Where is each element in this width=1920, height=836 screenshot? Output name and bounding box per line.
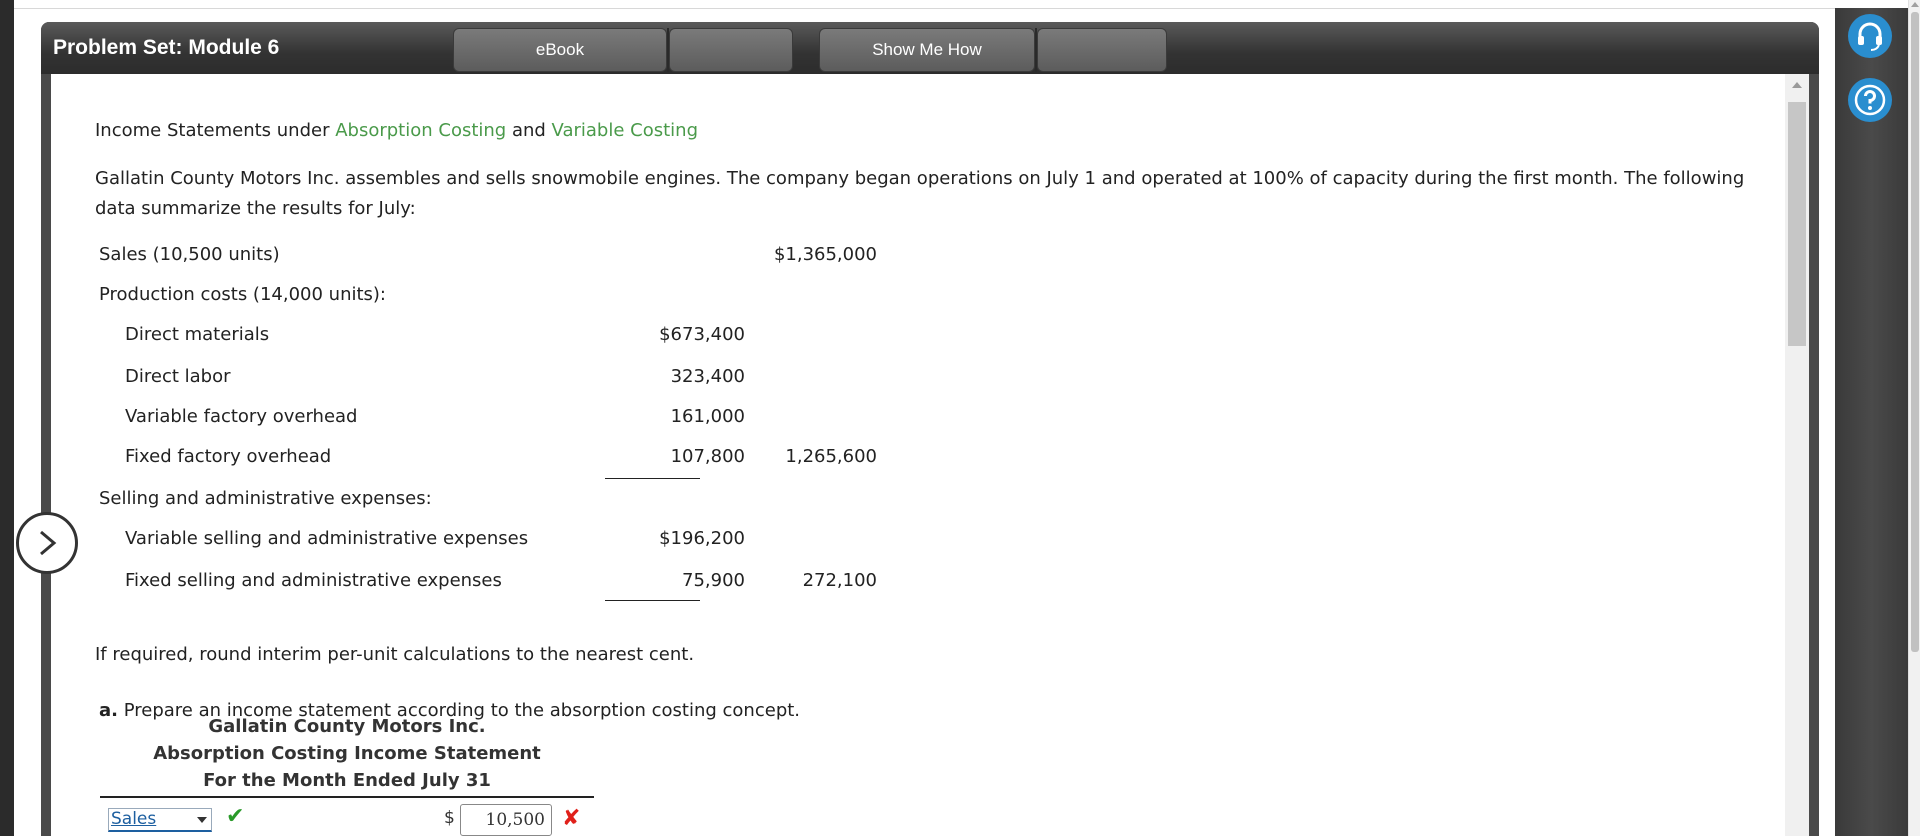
row-label-sales: Sales (10,500 units) xyxy=(99,244,280,265)
show-me-how-label: Show Me How xyxy=(872,40,982,59)
rounding-note: If required, round interim per-unit calculations to the nearest cent. xyxy=(95,644,695,665)
question-mark-glyph-icon xyxy=(1853,83,1887,117)
statement-header-rule xyxy=(100,796,594,798)
page-scrollbar[interactable] xyxy=(1908,0,1920,836)
heading-text: and xyxy=(506,120,552,141)
row-value-variable-selling-admin: $196,200 xyxy=(659,528,745,549)
row-value-fixed-selling-admin: 75,900 xyxy=(682,570,745,591)
problem-set-title: Problem Set: Module 6 xyxy=(53,36,280,59)
help-question-icon[interactable] xyxy=(1848,78,1892,122)
part-a-letter: a. xyxy=(99,700,118,721)
subtotal-underline xyxy=(605,600,700,601)
headset-support-icon[interactable] xyxy=(1848,14,1892,58)
absorption-costing-link[interactable]: Absorption Costing xyxy=(335,120,507,141)
row-label-fixed-factory-overhead: Fixed factory overhead xyxy=(125,446,332,467)
intro-text-line1: Gallatin County Motors Inc. assembles and sells snowmobile engines. The company began operations on July 1 and operated at 100% of capacity during the first month. The following xyxy=(95,168,1745,189)
problem-heading xyxy=(95,120,698,141)
row-label-selling-admin: Selling and administrative expenses: xyxy=(99,488,432,509)
ebook-button[interactable] xyxy=(453,28,667,72)
row-label-direct-materials: Direct materials xyxy=(125,324,270,345)
heading-text: Income Statements under xyxy=(95,120,336,141)
variable-costing-link[interactable]: Variable Costing xyxy=(551,120,698,141)
row-label-variable-selling-admin: Variable selling and administrative expenses xyxy=(125,528,529,549)
sales-amount-input[interactable]: 10,500 xyxy=(460,804,552,836)
row-value-direct-labor: 323,400 xyxy=(670,366,745,387)
dropdown-arrow-icon xyxy=(197,817,207,823)
line-item-selected: Sales xyxy=(111,809,157,829)
show-me-how-extra-button[interactable] xyxy=(1037,28,1167,72)
part-a-text: Prepare an income statement according to the absorption costing concept. xyxy=(123,700,801,721)
next-arrow-button[interactable] xyxy=(16,512,78,574)
scrollbar-thumb[interactable] xyxy=(1788,102,1806,346)
show-me-how-button[interactable] xyxy=(819,28,1035,72)
row-value-variable-factory-overhead: 161,000 xyxy=(670,406,745,427)
row-label-direct-labor: Direct labor xyxy=(125,366,231,387)
page-scrollbar-thumb[interactable] xyxy=(1911,12,1919,652)
statement-company: Gallatin County Motors Inc. xyxy=(208,716,486,737)
assignment-frame xyxy=(41,22,1819,836)
scroll-up-arrow-icon[interactable] xyxy=(1792,82,1802,88)
ebook-extra-button[interactable] xyxy=(669,28,793,72)
row-total-selling-admin: 272,100 xyxy=(802,570,877,591)
left-dark-strip xyxy=(0,0,14,836)
currency-symbol: $ xyxy=(444,808,455,828)
page-scroll-up-arrow-icon[interactable] xyxy=(1911,2,1919,7)
row-label-production-costs: Production costs (14,000 units): xyxy=(99,284,386,305)
correct-check-icon: ✔ xyxy=(226,804,245,829)
row-total-production-costs: 1,265,600 xyxy=(785,446,877,467)
row-label-variable-factory-overhead: Variable factory overhead xyxy=(125,406,358,427)
statement-title: Absorption Costing Income Statement xyxy=(153,743,541,764)
ebook-label: eBook xyxy=(535,40,585,59)
content-scrollbar[interactable] xyxy=(1785,74,1809,836)
line-item-select[interactable] xyxy=(108,808,212,832)
chevron-right-icon xyxy=(32,528,62,558)
statement-period: For the Month Ended July 31 xyxy=(203,770,491,791)
row-value-fixed-factory-overhead: 107,800 xyxy=(670,446,745,467)
subtotal-underline xyxy=(605,478,700,479)
top-border xyxy=(0,0,1920,9)
row-value-sales: $1,365,000 xyxy=(773,244,877,265)
frame-header xyxy=(41,22,1819,74)
incorrect-x-icon: ✘ xyxy=(562,806,581,831)
row-value-direct-materials: $673,400 xyxy=(659,324,745,345)
headset-glyph-icon xyxy=(1853,19,1887,53)
right-tool-strip xyxy=(1835,8,1908,836)
row-label-fixed-selling-admin: Fixed selling and administrative expenses xyxy=(125,570,502,591)
intro-text-line2: data summarize the results for July: xyxy=(95,198,416,219)
